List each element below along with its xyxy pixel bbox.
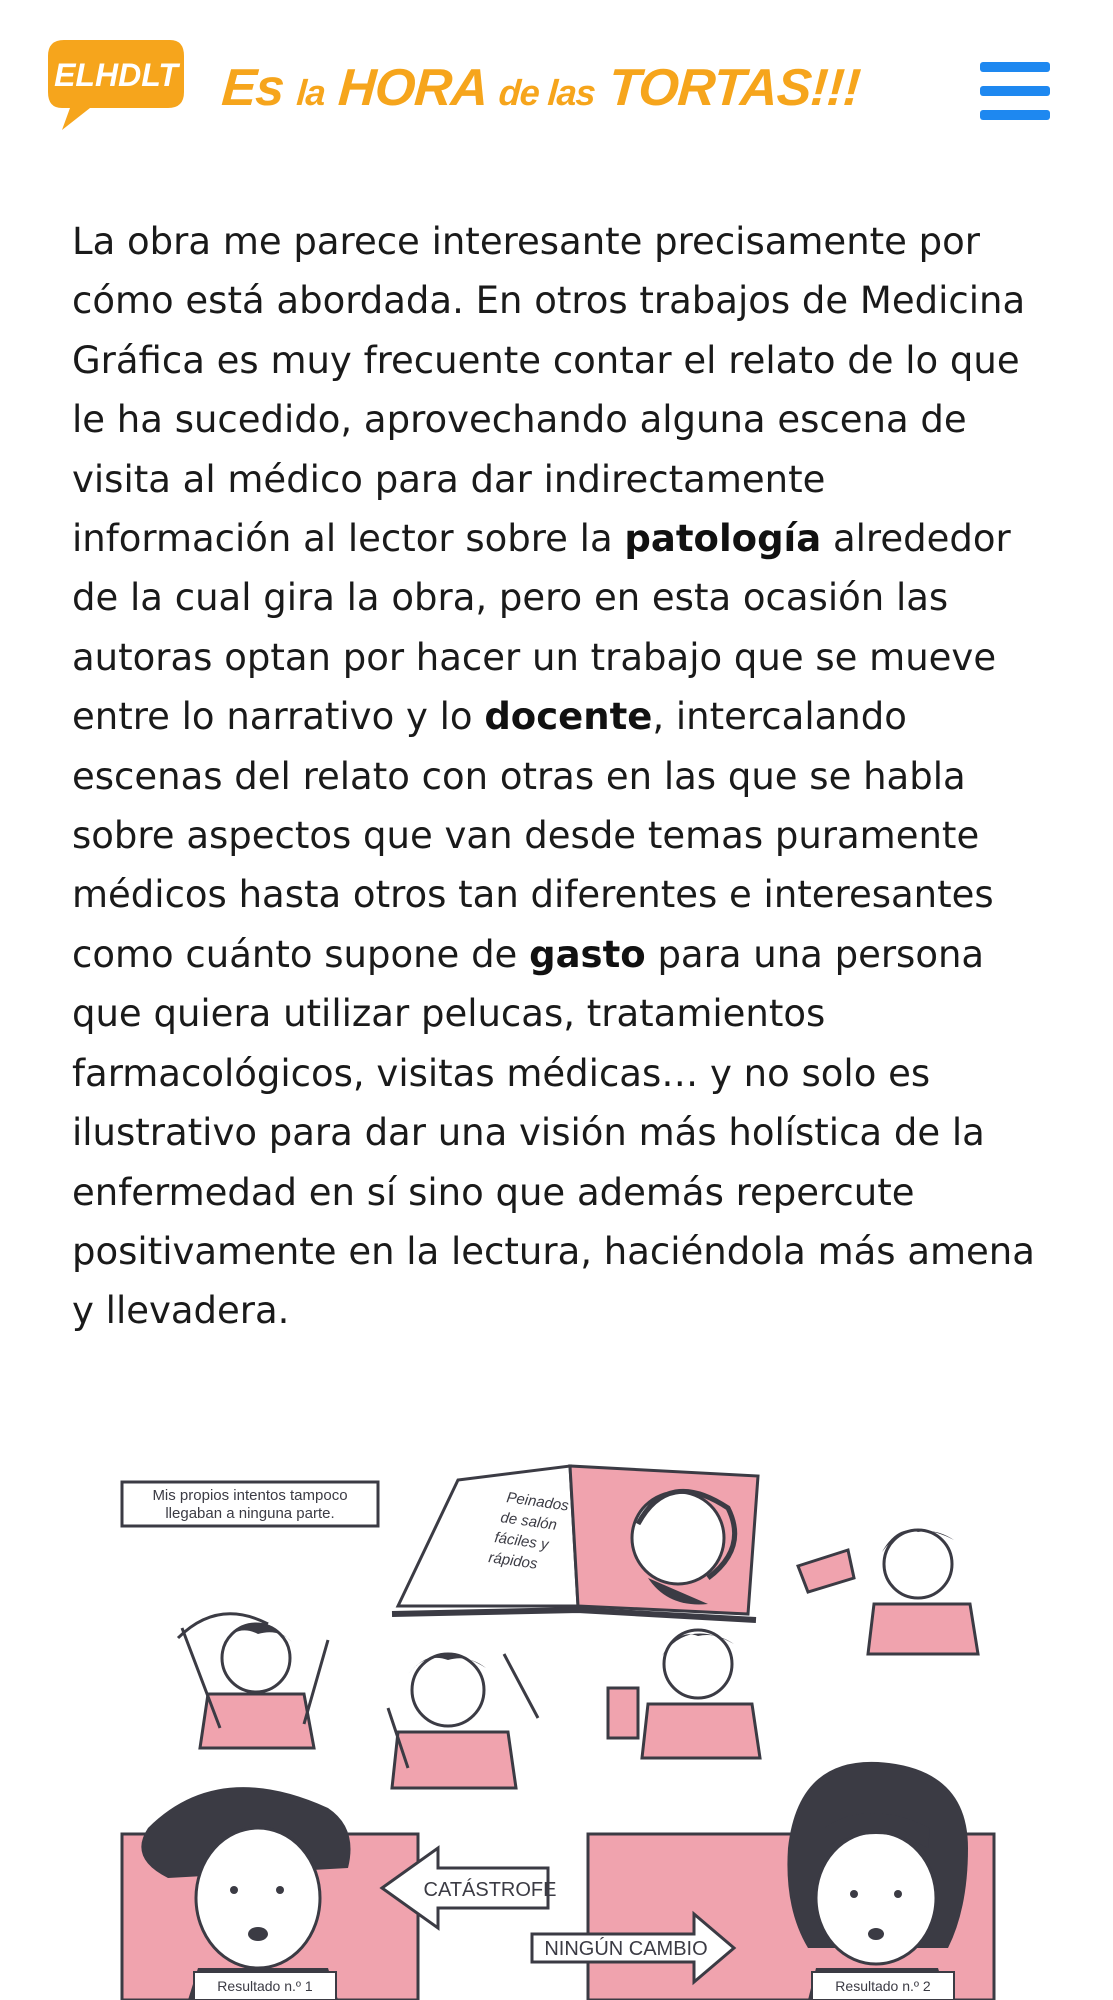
paragraph-text: alrededor de la cual gira la obra, pero en esta ocasión las autoras optan por hacer un trabajo que se mueve entre lo narrativo y lo: [72, 517, 1011, 739]
comic-illustration[interactable]: [108, 1428, 1040, 2000]
caption-line: llegaban a ninguna parte.: [165, 1505, 335, 1522]
caption-line: Mis propios intentos tampoco: [152, 1487, 348, 1504]
site-title-part: de las: [497, 72, 597, 113]
paragraph-text: , intercalando escenas del relato con otras en las que se habla sobre aspectos que van desde temas puramente médicos hasta otros tan diferentes e interesantes como cuánto supone de: [72, 695, 994, 976]
site-header: [0, 0, 1113, 160]
arrow-label: NINGÚN CAMBIO: [544, 1938, 708, 1960]
site-title[interactable]: [219, 59, 862, 117]
paragraph-text: La obra me parece interesante precisamente por cómo está abordada. En otros trabajos de Medicina Gráfica es muy frecuente contar el relato de lo que le ha sucedido, aprovechando alguna escena de visita al médico para dar indirectamente información al lector sobre la: [72, 220, 1026, 561]
magazine-line: Peinados: [505, 1489, 570, 1515]
magazine-line: de salón: [499, 1509, 558, 1534]
hamburger-menu-icon[interactable]: [978, 60, 1052, 124]
site-logo[interactable]: [44, 34, 187, 134]
result-label-1: Resultado n.º 1: [217, 1978, 313, 1994]
site-title-part: HORA: [323, 59, 502, 117]
article-paragraph: [72, 212, 1052, 1341]
magazine-line: rápidos: [487, 1549, 539, 1573]
bold-term-patologia: patología: [624, 517, 822, 561]
arrow-label: CATÁSTROFE: [423, 1879, 557, 1901]
girl-figure: [608, 1630, 760, 1758]
site-title-part: Es: [219, 59, 300, 117]
girl-figure: [798, 1530, 978, 1654]
site-title-part: TORTAS!!!: [593, 59, 862, 117]
girl-figure: [178, 1614, 328, 1748]
site-title-part: la: [295, 72, 327, 113]
magazine-line: fáciles y: [493, 1529, 550, 1554]
result-label-2: Resultado n.º 2: [835, 1978, 931, 1994]
bold-term-gasto: gasto: [529, 932, 646, 976]
bold-term-docente: docente: [484, 695, 653, 739]
paragraph-text: para una persona que quiera utilizar pelucas, tratamientos farmacológicos, visitas médicas… y no solo es ilustrativo para dar una visión más holística de la enfermedad en sí sino que además repercute positivamente en la lectura, haciéndola más amena y llevadera.: [72, 932, 1035, 1333]
hair-dryer-icon: [798, 1550, 854, 1592]
girl-figure: [388, 1654, 538, 1788]
logo-text: ELHDLT: [54, 57, 178, 93]
magazine-illustration: [392, 1466, 758, 1620]
